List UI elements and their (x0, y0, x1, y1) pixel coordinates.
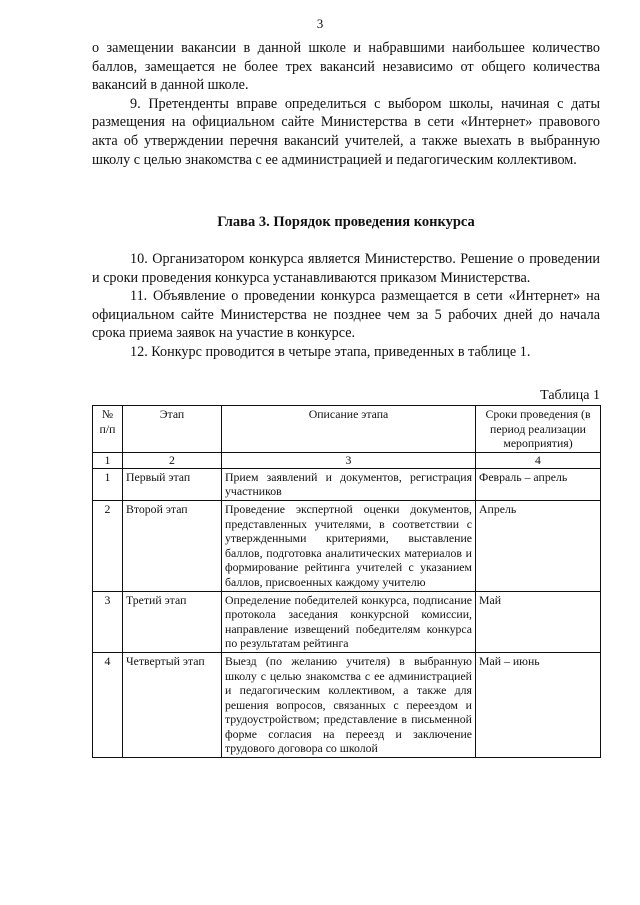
paragraph-9: 9. Претенденты вправе определиться с выбором школы, начиная с даты размещения на официальном сайте Министерства в сети «Интернет» правового акта об утверждении перечня вакансий учителей, а также выехать в выбранную школу с целью знакомства с ее администрацией и педагогическим коллективом. (92, 95, 600, 168)
paragraph-12: 12. Конкурс проводится в четыре этапа, приведенных в таблице 1. (130, 343, 531, 360)
row-period: Февраль – апрель (476, 468, 601, 500)
column-number: 3 (222, 452, 476, 468)
row-number: 3 (93, 591, 123, 652)
row-stage: Третий этап (123, 591, 222, 652)
column-number: 2 (123, 452, 222, 468)
column-number: 1 (93, 452, 123, 468)
row-number: 2 (93, 500, 123, 591)
chapter-text (92, 250, 600, 362)
table-row (93, 591, 601, 652)
header-number: № п/п (93, 406, 123, 453)
table-header-row (93, 406, 601, 453)
paragraph-continuation: о замещении вакансии в данной школе и набравшими наибольшее количество баллов, замещается не более трех вакансий независимо от общего количества вакансий в данной школе. (92, 40, 600, 94)
column-number-row (93, 452, 601, 468)
header-description: Описание этапа (222, 406, 476, 453)
table-row (93, 468, 601, 500)
column-number: 4 (476, 452, 601, 468)
row-number: 4 (93, 652, 123, 757)
row-stage: Первый этап (123, 468, 222, 500)
table-row (93, 500, 601, 591)
row-stage: Второй этап (123, 500, 222, 591)
table-row (93, 652, 601, 757)
header-period: Сроки проведения (в период реализации мероприятия) (476, 406, 601, 453)
row-period: Май – июнь (476, 652, 601, 757)
row-period: Май (476, 591, 601, 652)
header-stage: Этап (123, 406, 222, 453)
paragraph-10: 10. Организатором конкурса является Министерство. Решение о проведении и сроки проведения конкурса устанавливаются приказом Министерства. (92, 251, 600, 286)
row-description: Определение победителей конкурса, подписание протокола заседания конкурсной комиссии, направление извещений победителям конкурса по результатам рейтинга (222, 591, 476, 652)
row-description: Выезд (по желанию учителя) в выбранную школу с целью знакомства с ее администрацией и педагогическим коллективом, а также для решения вопросов, связанных с переездом и трудоустройством; представление в письменной форме согласия на переезд и заключение трудового договора со школой (222, 652, 476, 757)
chapter-heading: Глава 3. Порядок проведения конкурса (217, 214, 475, 230)
row-period: Апрель (476, 500, 601, 591)
table-caption: Таблица 1 (540, 388, 600, 403)
page-number: 3 (316, 16, 324, 31)
paragraph-11: 11. Объявление о проведении конкурса размещается в сети «Интернет» на официальном сайте Министерства не позднее чем за 5 рабочих дней до начала срока приема заявок на участие в конкурсе. (92, 288, 600, 342)
intro-text (92, 39, 600, 169)
row-description: Прием заявлений и документов, регистрация участников (222, 468, 476, 500)
stages-table (92, 405, 601, 758)
row-stage: Четвертый этап (123, 652, 222, 757)
row-description: Проведение экспертной оценки документов, представленных учителями, в соответствии с утвержденными критериями, выставление баллов, подготовка аналитических материалов и формирование рейтинга учителей с указанием баллов, присвоенных каждому учителю (222, 500, 476, 591)
row-number: 1 (93, 468, 123, 500)
